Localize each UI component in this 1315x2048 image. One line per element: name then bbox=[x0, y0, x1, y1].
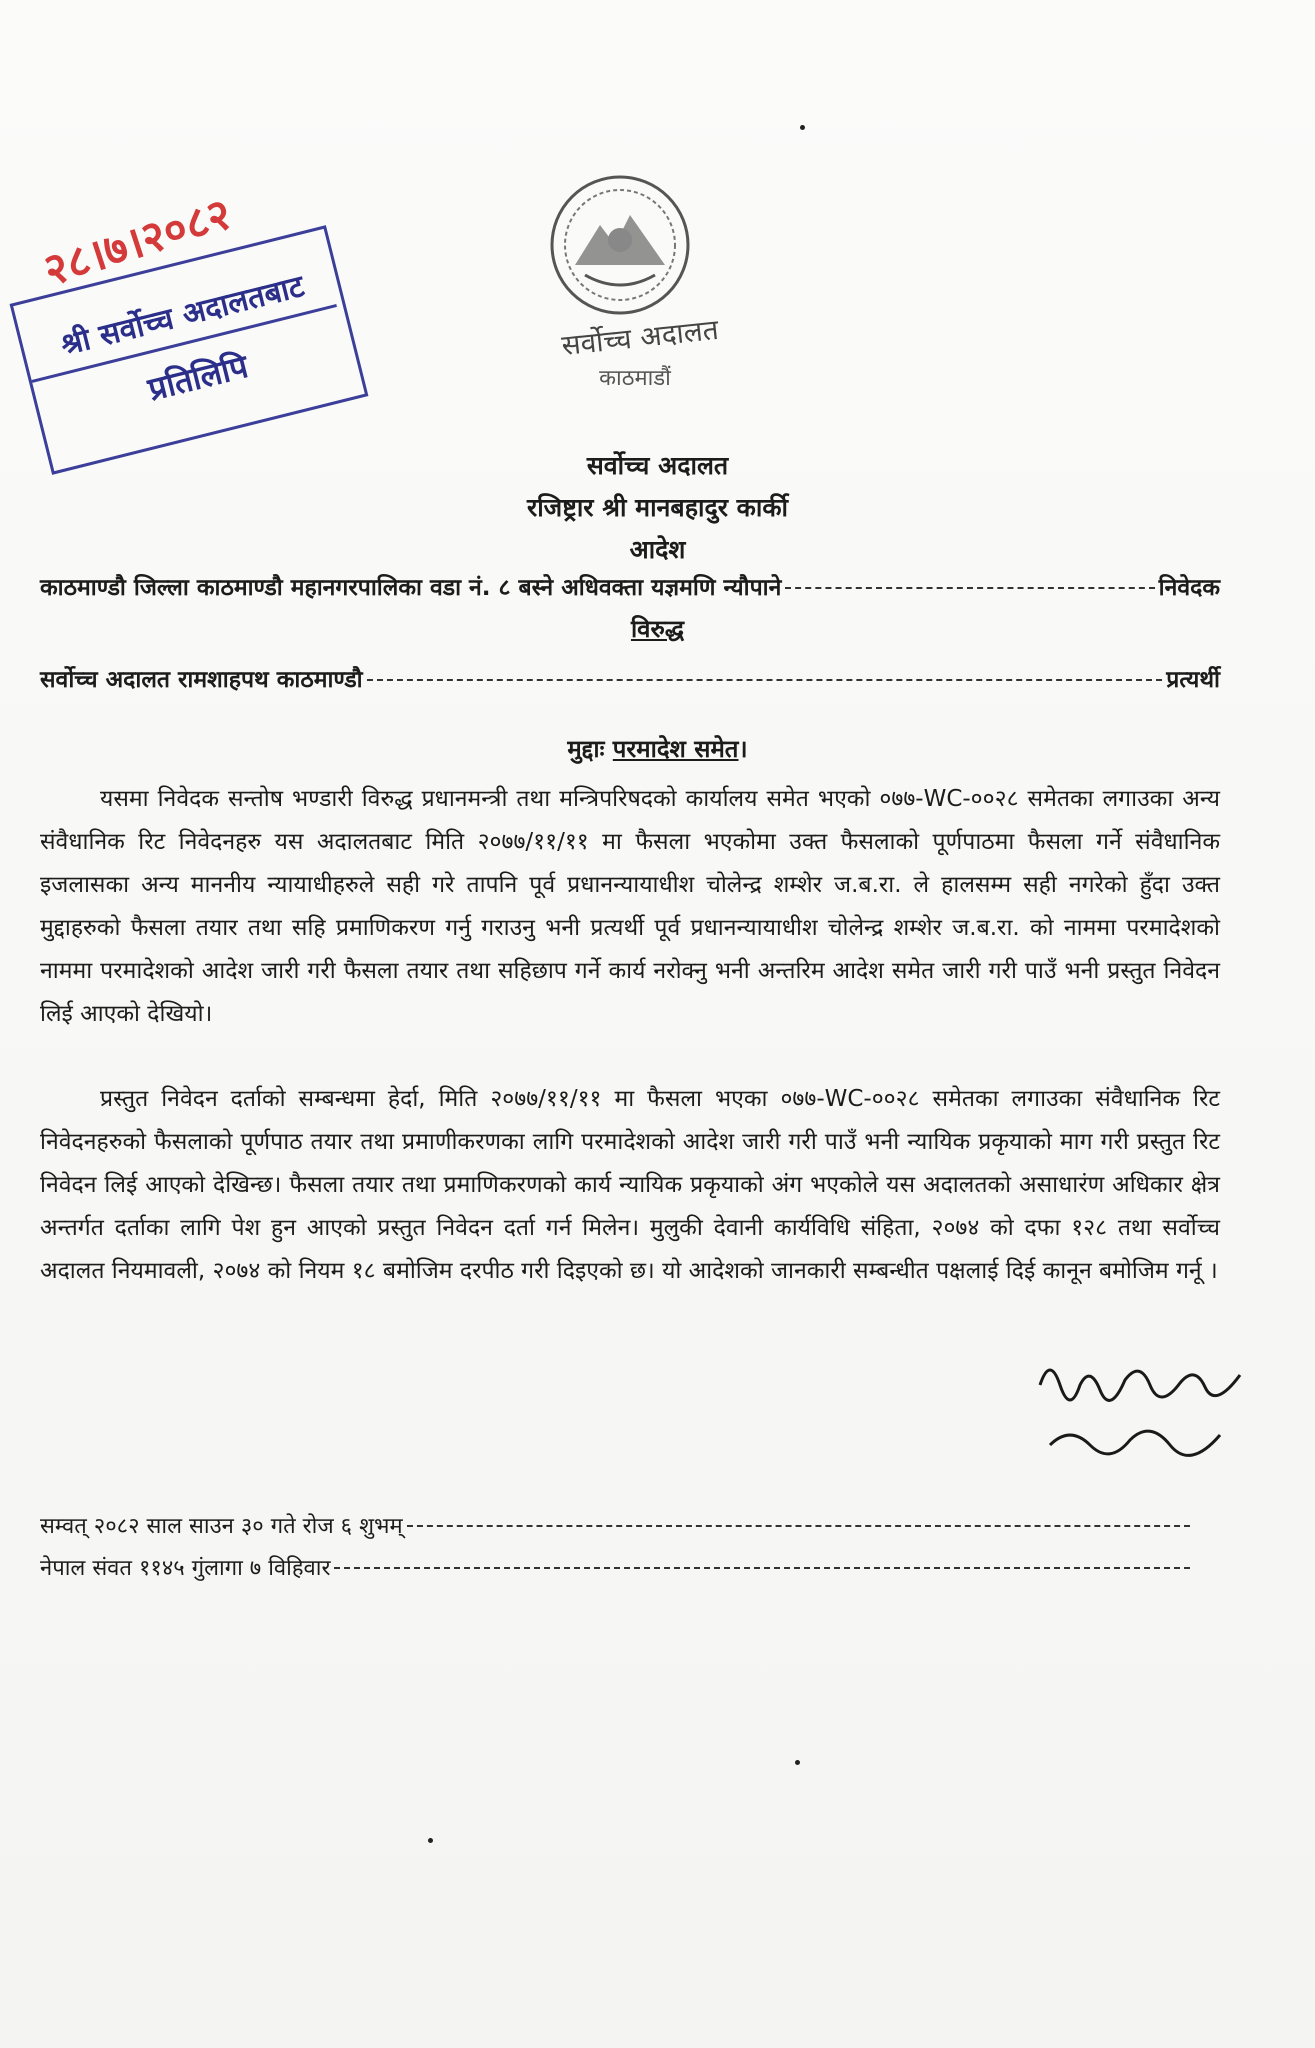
paragraph-2-text: प्रस्तुत निवेदन दर्ताको सम्बन्धमा हेर्दा, मिति २०७७/११/११ मा फैसला भएका ०७७-WC-००२८ समेतका लगाउका संवैधानिक रिट निवेदनहरुको फैसलाको पूर्णपाठ तयार तथा प्रमाणीकरणका लागि परमादेशको आदेश जारी गरी पाउँ भनी न्यायिक प्रकृयाको माग गरी प्रस्तुत रिट निवेदन लिई आएको देखिन्छ। फैसला तयार तथा प्रमाणिकरणको कार्य न्यायिक प्रकृयाको अंग भएकोले यस अदालतको असाधारंण अधिकार क्षेत्र अन्तर्गत दर्ताका लागि पेश हुन आएको प्रस्तुत निवेदन दर्ता गर्न मिलेन। मुलुकी देवानी कार्यविधि संहिता, २०७४ को दफा १२८ तथा सर्वोच्च अदालत नियमावली, २०७४ को नियम १८ बमोजिम दरपीठ गरी दिइएको छ। यो आदेशको जानकारी सम्बन्धीत पक्षलाई दिई कानून बमोजिम गर्नू । bbox=[40, 1086, 1220, 1284]
order-heading: आदेश bbox=[629, 535, 686, 564]
stamp-copy-text: प्रतिलिपि bbox=[144, 346, 252, 409]
stamp-court-text: श्री सर्वोच्च अदालतबाट bbox=[57, 268, 308, 364]
respondent-role: प्रत्यर्थी bbox=[1166, 667, 1220, 693]
court-seal-icon bbox=[545, 170, 695, 320]
petitioner-role: निवेदक bbox=[1158, 575, 1220, 601]
subject-value: परमादेश समेत bbox=[612, 735, 739, 763]
nepal-sambat-date-line bbox=[40, 1552, 1190, 1582]
vikram-date-dash bbox=[407, 1525, 1190, 1527]
scan-speck bbox=[800, 125, 805, 130]
body-paragraph-1 bbox=[40, 778, 1220, 1036]
registrar-signature-icon bbox=[1030, 1345, 1250, 1465]
vikram-date: सम्वत् २०८२ साल साउन ३० गते रोज ६ शुभम् bbox=[40, 1514, 403, 1539]
nepal-sambat-date: नेपाल संवत ११४५ गुंलागा ७ विहिवार bbox=[40, 1556, 331, 1581]
body-paragraph-2 bbox=[40, 1078, 1220, 1293]
petitioner-name: काठमाण्डौ जिल्ला काठमाण्डौ महानगरपालिका वडा नं. ८ बस्ने अधिवक्ता यज्ञमणि न्यौपाने bbox=[40, 575, 782, 601]
vikram-date-line bbox=[40, 1510, 1190, 1540]
versus-text: विरुद्ध bbox=[630, 615, 685, 643]
subject-label: मुद्दाः bbox=[567, 735, 605, 763]
petitioner-line bbox=[40, 570, 1220, 602]
respondent-dash-leader bbox=[367, 679, 1163, 681]
court-heading: सर्वोच्च अदालत bbox=[586, 451, 729, 480]
respondent-name: सर्वोच्च अदालत रामशाहपथ काठमाण्डौ bbox=[40, 667, 363, 693]
scan-speck bbox=[795, 1760, 800, 1765]
registrar-heading: रजिष्ट्रार श्री मानबहादुर कार्की bbox=[526, 493, 788, 522]
paragraph-1-text: यसमा निवेदक सन्तोष भण्डारी विरुद्ध प्रधानमन्त्री तथा मन्त्रिपरिषदको कार्यालय समेत भएको ०७७-WC-००२८ समेतका लगाउका अन्य संवैधानिक रिट निवेदनहरु यस अदालतबाट मिति २०७७/११/११ मा फैसला भएकोमा उक्त फैसलाको पूर्णपाठमा फैसला गर्ने संवैधानिक इजलासका अन्य माननीय न्यायाधीहरुले सही गरे तापनि पूर्व प्रधानन्यायाधीश चोलेन्द्र शम्शेर ज.ब.रा. ले हालसम्म सही नगरेको हुँदा उक्त मुद्दाहरुको फैसला तयार तथा सहि प्रमाणिकरण गर्नु गराउनु भनी प्रत्यर्थी पूर्व प्रधानन्यायाधीश चोलेन्द्र शम्शेर ज.ब.रा. को नाममा परमादेशको नाममा परमादेशको आदेश जारी गरी फैसला तयार तथा सहिछाप गर्ने कार्य नरोक्नु भनी अन्तरिम आदेश समेत जारी गरी पाउँ भनी प्रस्तुत निवेदन लिई आएको देखियो। bbox=[40, 786, 1220, 1027]
petitioner-dash-leader bbox=[785, 587, 1154, 589]
versus-label bbox=[0, 612, 1315, 645]
nepal-sambat-date-dash bbox=[334, 1567, 1190, 1569]
seal-court-name: सर्वोच्च अदालत bbox=[560, 312, 721, 363]
case-subject bbox=[0, 732, 1315, 765]
subject-end: । bbox=[738, 735, 748, 763]
respondent-line bbox=[40, 662, 1220, 694]
scan-speck bbox=[428, 1838, 433, 1843]
handwritten-number: २८।७।२०८२ bbox=[37, 188, 238, 297]
seal-location: काठमाडौं bbox=[599, 366, 671, 391]
